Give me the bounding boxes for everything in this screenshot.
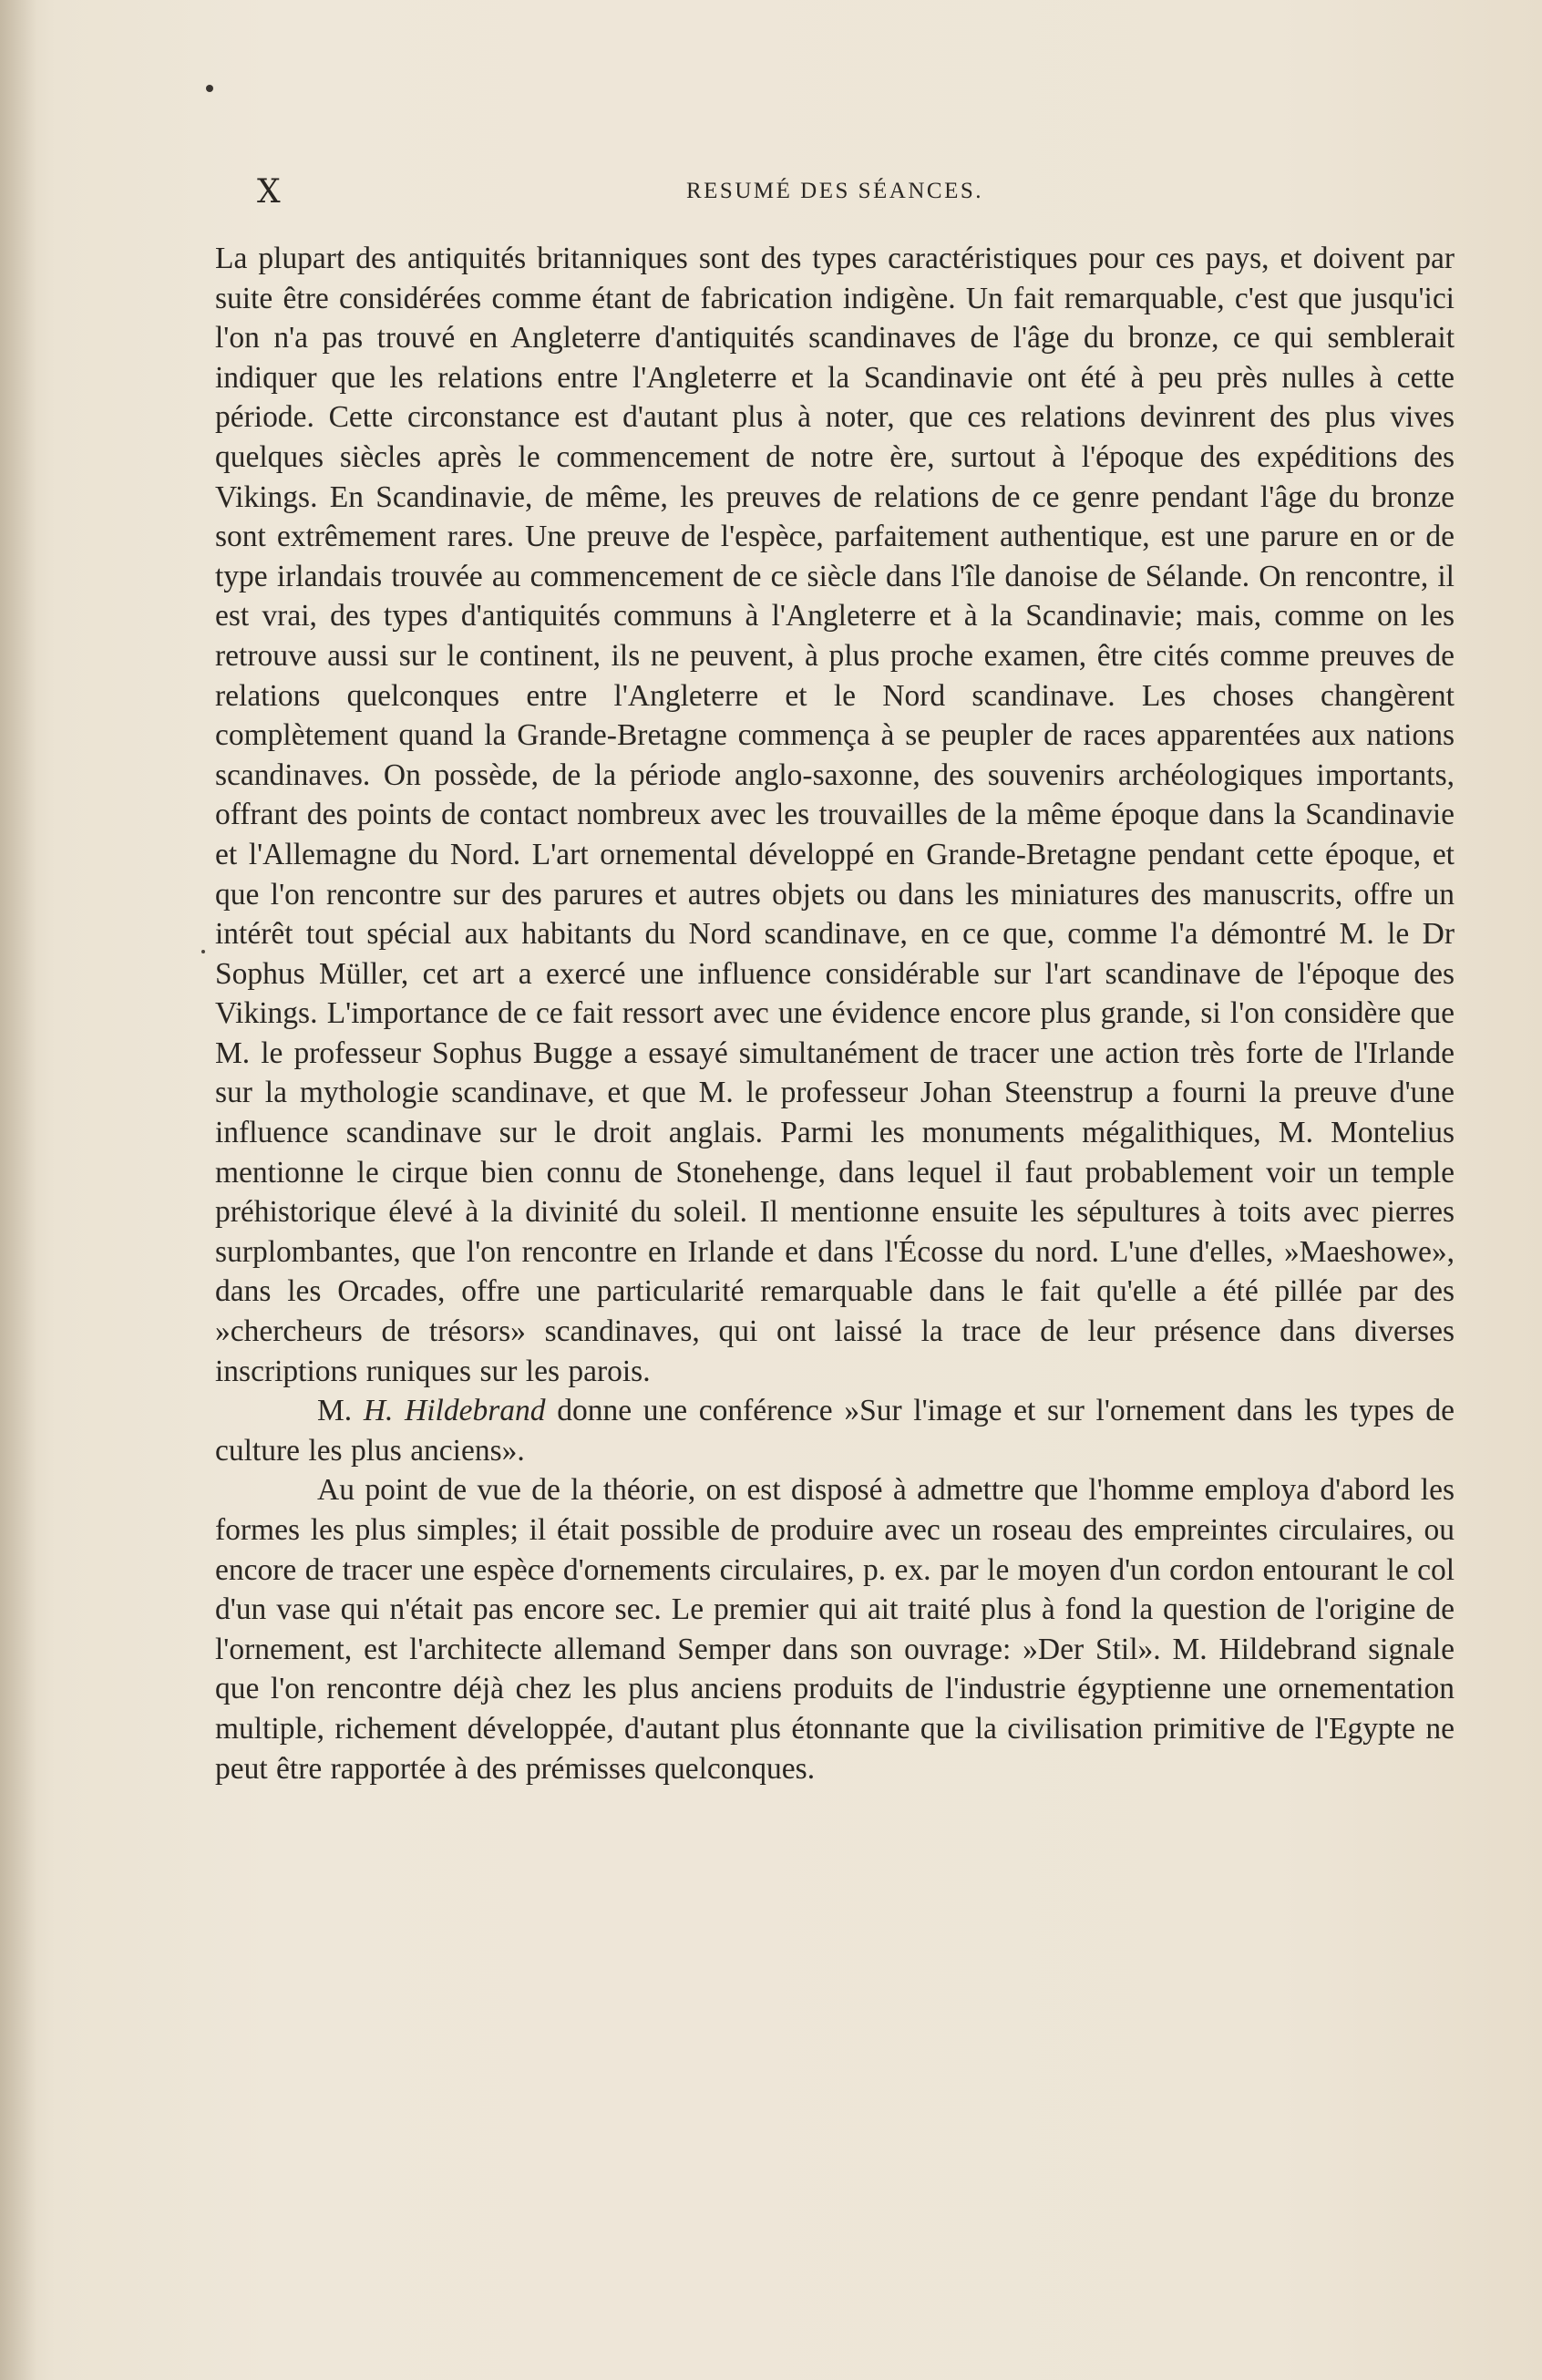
- binding-shadow: [0, 0, 36, 2380]
- page-number: X: [257, 173, 282, 211]
- conference-text: donne une conférence »Sur l'image et sur l'ornement dans les types de culture les plus anciens».: [215, 1394, 1455, 1468]
- paragraph-ornement: Au point de vue de la théorie, on est disposé à admettre que l'homme employa d'abord les formes les plus simples; il était possible de produire avec un roseau des empreintes circulaires, ou encore de tracer une espèce d'ornements circulaires, p. ex. par le moyen d'un cordon entourant le col d'un vase qui n'était pas encore sec. Le premier qui ait traité plus à fond la question de l'origine de l'ornement, est l'architecte allemand Semper dans son ouvrage: »Der Stil». M. Hildebrand signale que l'on rencontre déjà chez les plus anciens produits de l'industrie égyptienne une ornementation multiple, richement développée, d'autant plus étonnante que la civilisation primitive de l'Egypte ne peut être rapportée à des prémisses quelconques.: [215, 1473, 1455, 1786]
- page-header: [215, 173, 1455, 210]
- body-text: [215, 239, 1455, 1788]
- speaker-name: H. Hildebrand: [363, 1394, 546, 1428]
- running-title: RESUMÉ DES SÉANCES.: [685, 179, 983, 203]
- paragraph-antiquites: La plupart des antiquités britanniques sont des types caractéristiques pour ces pays, et doivent par suite être considérées comme étant de fabrication indigène. Un fait remarquable, c'est que jusqu'ici l'on n'a pas trouvé en Angleterre d'antiquités scandinaves de l'âge du bronze, ce qui semblerait indiquer que les relations entre l'Angleterre et la Scandinavie ont été à peu près nulles à cette période. Cette circonstance est d'autant plus à noter, que ces relations devinrent des plus vives quelques siècles après le commencement de notre ère, surtout à l'époque des expéditions des Vikings. En Scandinavie, de même, les preuves de relations de ce genre pendant l'âge du bronze sont extrêmement rares. Une preuve de l'espèce, parfaitement authentique, est une parure en or de type irlandais trouvée au commencement de ce siècle dans l'île danoise de Sélande. On rencontre, il est vrai, des types d'antiquités communs à l'Angleterre et à la Scandinavie; mais, comme on les retrouve aussi sur le continent, ils ne peuvent, à plus proche examen, être cités comme preuves de relations quelconques entre l'Angleterre et le Nord scandinave. Les choses changèrent complètement quand la Grande-Bretagne commença à se peupler de races apparentées aux nations scandinaves. On possède, de la période anglo-saxonne, des souvenirs archéologiques importants, offrant des points de contact nombreux avec les trouvailles de la même époque dans la Scandinavie et l'Allemagne du Nord. L'art ornemental développé en Grande-Bretagne pendant cette époque, et que l'on rencontre sur des parures et autres objets ou dans les miniatures des manuscrits, offre un intérêt tout spécial aux habitants du Nord scandinave, en ce que, comme l'a démontré M. le Dr Sophus Müller, cet art a exercé une influence considérable sur l'art scandinave de l'époque des Vikings. L'importance de ce fait ressort avec une évidence encore plus grande, si l'on considère que M. le professeur Sophus Bugge a essayé simultanément de tracer une action très forte de l'Irlande sur la mythologie scandinave, et que M. le professeur Johan Steenstrup a fourni la preuve d'une influence scandinave sur le droit anglais. Parmi les monuments mégalithiques, M. Montelius mentionne le cirque bien connu de Stonehenge, dans lequel il faut probablement voir un temple préhistorique élevé à la divinité du soleil. Il mentionne ensuite les sépultures à toits avec pierres surplombantes, que l'on rencontre en Irlande et dans l'Écosse du nord. L'une d'elles, »Maeshowe», dans les Orcades, offre une particularité remarquable dans le fait qu'elle a été pillée par des »chercheurs de trésors» scandinaves, qui ont laissé la trace de leur présence dans diverses inscriptions runiques sur les parois.: [215, 242, 1455, 1388]
- margin-mark: [201, 950, 205, 953]
- paragraph-conference: [215, 1391, 1455, 1470]
- speaker-prefix: M.: [317, 1394, 364, 1428]
- ink-speck: [206, 85, 213, 92]
